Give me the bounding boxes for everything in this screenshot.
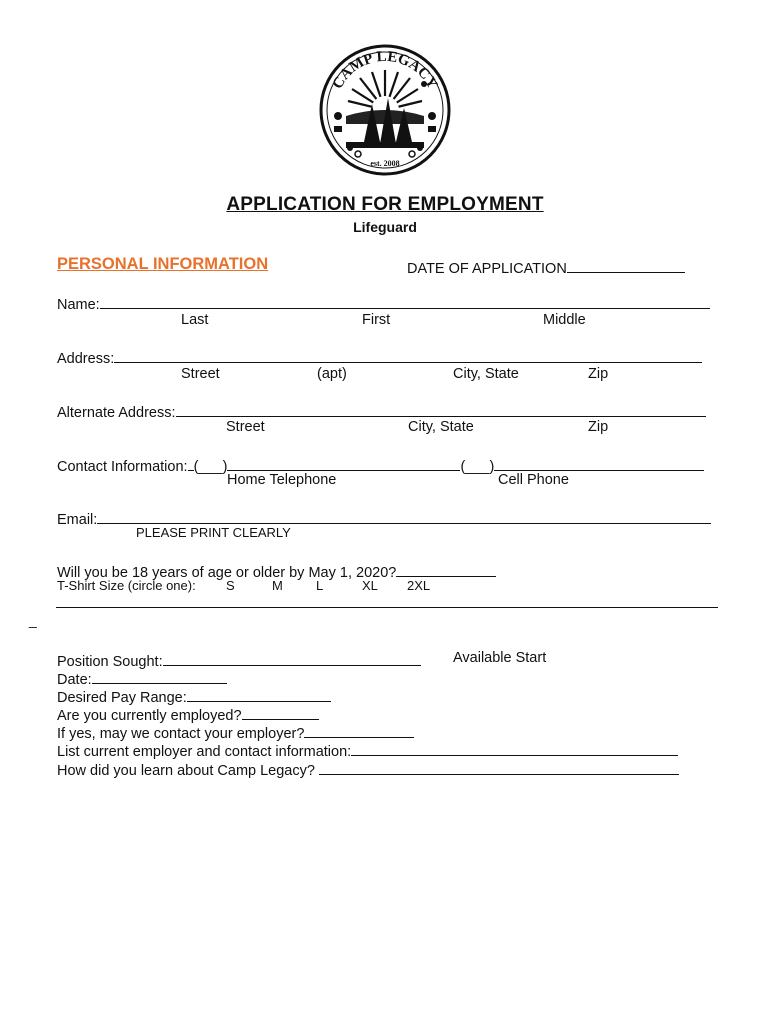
email-field[interactable] [97, 508, 711, 524]
learn-about-label: How did you learn about Camp Legacy? [57, 763, 315, 779]
contact-label: Contact Information: [57, 459, 188, 475]
position-sought-label: Position Sought: [57, 654, 163, 670]
desired-pay-field[interactable] [187, 686, 331, 702]
date-of-application-row [407, 257, 685, 277]
alt-address-sub-street: Street [226, 419, 265, 435]
tshirt-option-xl[interactable]: XL [362, 578, 378, 593]
date-label: Date: [57, 672, 92, 688]
logo-est: est. 2008 [370, 159, 400, 168]
cell-area-code[interactable]: (___) [460, 459, 495, 475]
position-sought-row [57, 650, 421, 670]
tshirt-row [57, 578, 477, 594]
current-employer-field[interactable] [351, 740, 678, 756]
email-note: PLEASE PRINT CLEARLY [136, 525, 291, 540]
currently-employed-label: Are you currently employed? [57, 708, 242, 724]
name-sub-first: First [362, 312, 391, 328]
address-sub-street: Street [181, 366, 220, 382]
tshirt-option-2xl[interactable]: 2XL [407, 578, 431, 593]
address-label: Address: [57, 351, 115, 367]
address-sub-apt: (apt) [317, 366, 347, 382]
address-row [57, 347, 702, 367]
age-question-label: Will you be 18 years of age or older by May 1, 2020? [57, 565, 397, 581]
contact-row [57, 455, 704, 475]
alt-address-field[interactable] [176, 401, 706, 417]
age-question-field[interactable] [396, 561, 496, 577]
contact-employer-label: If yes, may we contact your employer? [57, 726, 305, 742]
contact-employer-field[interactable] [304, 722, 414, 738]
desired-pay-label: Desired Pay Range: [57, 690, 187, 706]
alt-address-sub-city-state: City, State [408, 419, 474, 435]
page-subtitle: Lifeguard [353, 219, 417, 235]
date-field[interactable] [92, 668, 227, 684]
contact-sub-cell: Cell Phone [498, 472, 569, 488]
section-title-personal: PERSONAL INFORMATION [57, 255, 269, 273]
learn-about-field[interactable] [319, 759, 679, 775]
section-divider [56, 607, 718, 608]
learn-about-row [57, 759, 679, 779]
camp-legacy-logo [312, 44, 458, 176]
address-field[interactable] [114, 347, 702, 363]
contact-sub-home: Home Telephone [227, 472, 337, 488]
logo-text: CAMP LEGACY [329, 48, 441, 92]
address-sub-city-state: City, State [453, 366, 519, 382]
name-sub-last: Last [181, 312, 209, 328]
date-row [57, 668, 227, 688]
position-sought-field[interactable] [163, 650, 421, 666]
email-label: Email: [57, 512, 98, 528]
current-employer-row [57, 740, 678, 760]
tshirt-label: T-Shirt Size (circle one): [57, 578, 196, 593]
desired-pay-row [57, 686, 331, 706]
cell-phone-field[interactable] [494, 455, 704, 471]
currently-employed-row [57, 704, 319, 724]
alt-address-row [57, 401, 706, 421]
tshirt-option-l[interactable]: L [316, 578, 324, 593]
stray-dash: _ [29, 612, 37, 628]
date-of-application-field[interactable] [567, 257, 685, 273]
tshirt-option-s[interactable]: S [226, 578, 235, 593]
name-sub-middle: Middle [543, 312, 586, 328]
tshirt-option-m[interactable]: M [272, 578, 283, 593]
name-row [57, 293, 710, 313]
date-of-application-label: DATE OF APPLICATION [407, 261, 567, 277]
alt-address-sub-zip: Zip [588, 419, 609, 435]
name-field[interactable] [100, 293, 710, 309]
address-sub-zip: Zip [588, 366, 609, 382]
contact-employer-row [57, 722, 414, 742]
name-label: Name: [57, 297, 100, 313]
home-telephone-field[interactable] [227, 455, 460, 471]
current-employer-label: List current employer and contact information: [57, 744, 352, 760]
currently-employed-field[interactable] [242, 704, 319, 720]
available-start-label: Available Start [453, 650, 547, 666]
alt-address-label: Alternate Address: [57, 405, 176, 421]
page-title: APPLICATION FOR EMPLOYMENT [226, 194, 544, 215]
home-area-code[interactable]: (___) [193, 459, 228, 475]
